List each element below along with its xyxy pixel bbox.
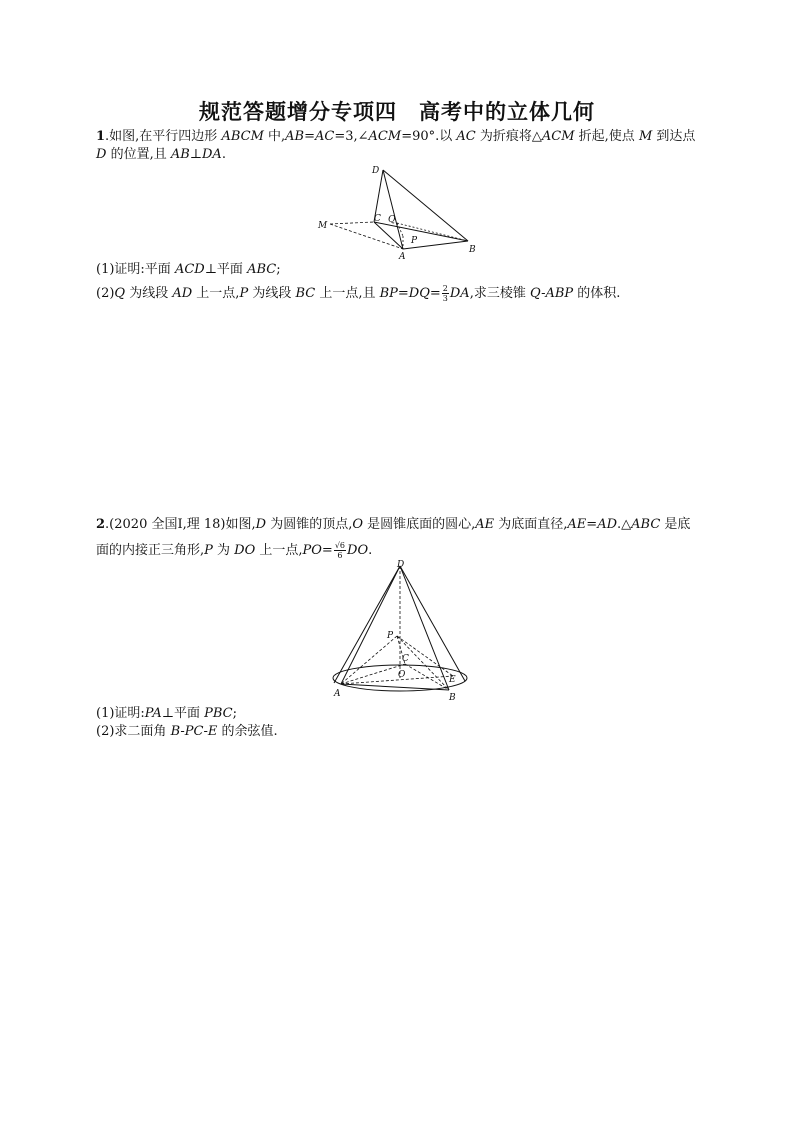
math: DA bbox=[449, 286, 470, 301]
fraction-numerator: √6 bbox=[334, 541, 346, 550]
label-b: B bbox=[449, 693, 456, 703]
label-a: A bbox=[399, 252, 406, 262]
text: . bbox=[368, 543, 373, 558]
segment-da bbox=[383, 170, 403, 249]
text: 中, bbox=[263, 129, 286, 144]
math: ACM bbox=[368, 129, 402, 144]
label-c: C bbox=[374, 214, 381, 224]
text: =3,∠ bbox=[334, 129, 369, 144]
label-c: C bbox=[402, 654, 409, 664]
problem-1-line-1 bbox=[96, 129, 695, 145]
text: (1)证明: bbox=[96, 706, 145, 721]
figure-2-cone bbox=[325, 558, 485, 708]
text: ; bbox=[232, 706, 237, 721]
segment-ca bbox=[374, 222, 403, 249]
math: AB=AC bbox=[285, 129, 335, 144]
cone-edge-right bbox=[400, 566, 465, 681]
math: ACM bbox=[541, 129, 575, 144]
math: BC bbox=[295, 286, 316, 301]
math: ABCM bbox=[221, 129, 264, 144]
math: DO bbox=[234, 543, 256, 558]
text: 为线段 bbox=[248, 286, 296, 301]
segment-db bbox=[400, 566, 449, 690]
problem-2-question-1 bbox=[96, 706, 237, 722]
math: P bbox=[204, 543, 213, 558]
label-p: P bbox=[411, 236, 418, 246]
math: M bbox=[638, 129, 653, 144]
label-q: Q bbox=[388, 215, 396, 225]
text: (2) bbox=[96, 286, 115, 301]
math: AD bbox=[172, 286, 193, 301]
math: ABC bbox=[247, 262, 277, 277]
text: ,求三棱锥 bbox=[469, 286, 530, 301]
math: Q bbox=[114, 286, 126, 301]
math: AE bbox=[475, 517, 495, 532]
math: AC bbox=[456, 129, 476, 144]
text: ⊥平面 bbox=[161, 706, 205, 721]
label-d: D bbox=[372, 166, 380, 176]
math: D bbox=[96, 147, 107, 162]
text: ⊥平面 bbox=[204, 262, 248, 277]
text: .△ bbox=[617, 517, 632, 532]
fraction-denominator: 6 bbox=[337, 551, 343, 560]
segment-ab bbox=[341, 684, 449, 690]
math: PA bbox=[144, 706, 162, 721]
math: O bbox=[352, 517, 363, 532]
fraction-numerator: 2 bbox=[442, 284, 448, 293]
label-o: O bbox=[398, 670, 406, 680]
problem-2-line-1 bbox=[96, 517, 690, 533]
text: 上一点, bbox=[255, 543, 303, 558]
text: 为 bbox=[212, 543, 235, 558]
math: AB⊥DA bbox=[170, 147, 222, 162]
problem-1-question-1 bbox=[96, 262, 281, 278]
segment-ac bbox=[341, 664, 405, 684]
math: ABC bbox=[631, 517, 661, 532]
text: .(2020 全国Ⅰ,理 18)如图, bbox=[105, 517, 256, 532]
text: .如图,在平行四边形 bbox=[105, 129, 222, 144]
page-title: 规范答题增分专项四 高考中的立体几何 bbox=[199, 100, 595, 124]
text: (2)求二面角 bbox=[96, 724, 171, 739]
label-a: A bbox=[334, 689, 341, 699]
text: ; bbox=[276, 262, 281, 277]
fraction-denominator: 3 bbox=[442, 294, 448, 303]
text: 上一点,且 bbox=[315, 286, 380, 301]
text: 是底 bbox=[660, 517, 691, 532]
label-d: D bbox=[397, 560, 405, 570]
math: D bbox=[255, 517, 267, 532]
math: Q-ABP bbox=[529, 286, 574, 301]
problem-number: 2 bbox=[96, 517, 106, 532]
math: DO bbox=[347, 543, 369, 558]
problem-number: 1 bbox=[96, 129, 106, 144]
text: 到达点 bbox=[652, 129, 696, 144]
math: B-PC-E bbox=[170, 724, 218, 739]
text: 的体积. bbox=[573, 286, 621, 301]
math: PO= bbox=[302, 543, 333, 558]
text: 为底面直径, bbox=[494, 517, 568, 532]
text: 折起,使点 bbox=[574, 129, 639, 144]
label-p: P bbox=[387, 631, 394, 641]
math: BP=DQ= bbox=[379, 286, 441, 301]
segment-pa bbox=[341, 636, 397, 684]
text: . bbox=[221, 147, 226, 162]
math: ACD bbox=[174, 262, 205, 277]
label-b: B bbox=[469, 245, 476, 255]
fraction bbox=[442, 284, 449, 303]
figure-1-folded-parallelogram bbox=[310, 160, 490, 260]
text: 的位置,且 bbox=[106, 147, 171, 162]
text: 是圆锥底面的圆心, bbox=[363, 517, 476, 532]
problem-1-line-2 bbox=[96, 147, 226, 163]
text: (1)证明:平面 bbox=[96, 262, 175, 277]
segment-mc bbox=[330, 222, 374, 224]
text: =90°.以 bbox=[401, 129, 457, 144]
text: 的余弦值. bbox=[217, 724, 278, 739]
text: 上一点, bbox=[192, 286, 240, 301]
math: AE=AD bbox=[567, 517, 618, 532]
text: 面的内接正三角形, bbox=[96, 543, 205, 558]
text: 为圆锥的顶点, bbox=[266, 517, 353, 532]
segment-ma bbox=[330, 224, 403, 249]
math: PBC bbox=[204, 706, 233, 721]
problem-1-question-2 bbox=[96, 284, 620, 303]
math: P bbox=[239, 286, 249, 301]
label-m: M bbox=[318, 221, 328, 231]
problem-2-question-2 bbox=[96, 724, 278, 740]
label-e: E bbox=[449, 675, 456, 685]
text: 为折痕将△ bbox=[475, 129, 542, 144]
text: 为线段 bbox=[125, 286, 173, 301]
